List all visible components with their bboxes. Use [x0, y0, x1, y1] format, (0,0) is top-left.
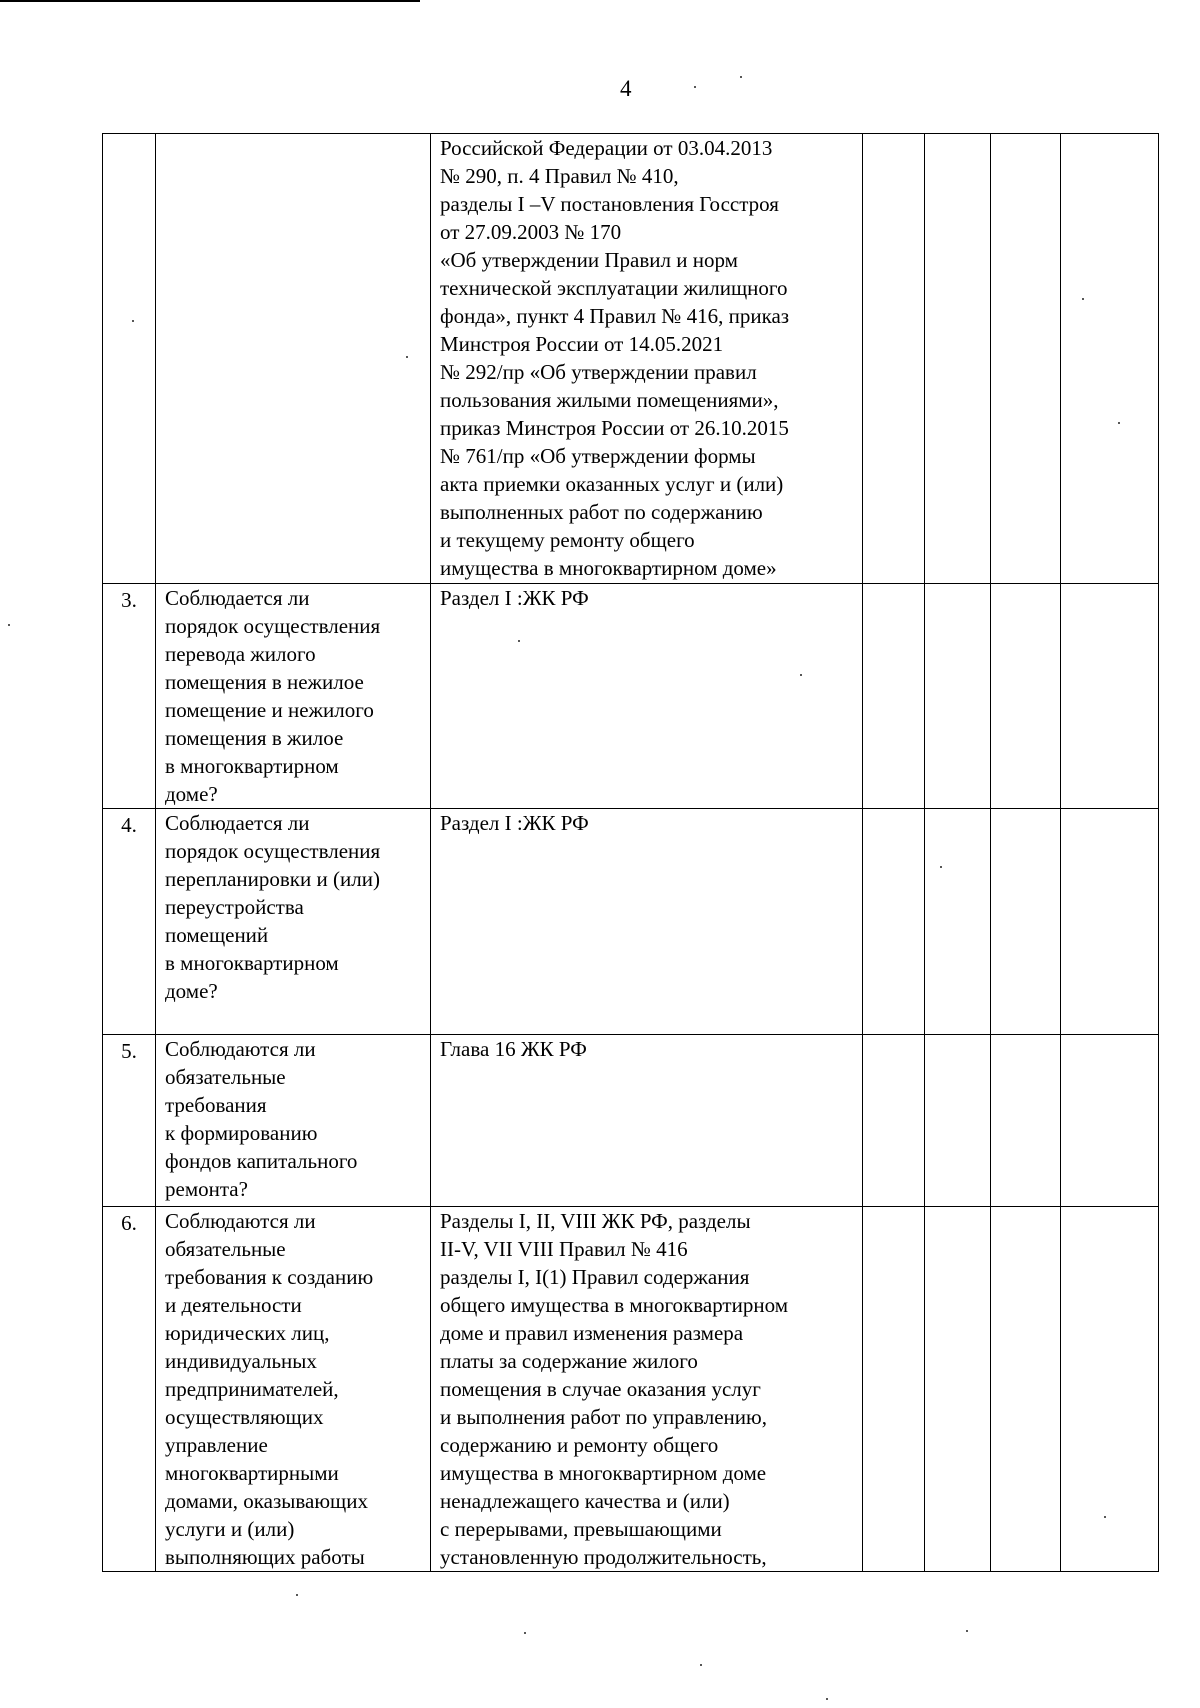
checklist-table: [102, 133, 1159, 1572]
scan-speck: [694, 86, 696, 88]
question-line: доме?: [165, 979, 218, 1003]
basis-line: доме и правил изменения размера: [440, 1321, 744, 1345]
question-line: порядок осуществления: [165, 839, 381, 863]
basis-line: установленную продолжительность,: [440, 1545, 767, 1569]
answer-cell: [863, 584, 925, 809]
question-line: Соблюдается ли: [165, 586, 310, 610]
basis-line: и выполнения работ по управлению,: [440, 1405, 767, 1429]
answer-cell: [863, 134, 925, 584]
answer-cell: [925, 134, 991, 584]
row-number: 4.: [103, 809, 156, 1035]
question-line: переустройства: [165, 895, 304, 919]
question-line: обязательные: [165, 1065, 286, 1089]
question-line: Соблюдается ли: [165, 811, 310, 835]
scan-speck: [966, 1630, 968, 1632]
answer-cell: [925, 809, 991, 1035]
question-line: доме?: [165, 782, 218, 806]
legal-basis: [431, 1207, 863, 1572]
answer-cell: [863, 1035, 925, 1207]
question-line: управление: [165, 1433, 268, 1457]
legal-basis: [431, 584, 863, 809]
question-line: индивидуальных: [165, 1349, 317, 1373]
question-line: перевода жилого: [165, 642, 316, 666]
basis-line: II-V, VII VIII Правил № 416: [440, 1237, 688, 1261]
answer-cell: [925, 1207, 991, 1572]
basis-line: Раздел I :ЖК РФ: [440, 811, 589, 835]
scan-top-line: [0, 0, 420, 2]
question-line: и деятельности: [165, 1293, 302, 1317]
basis-line: Разделы I, II, VIII ЖК РФ, разделы: [440, 1209, 751, 1233]
row-number: 3.: [103, 584, 156, 809]
question-line: Соблюдаются ли: [165, 1209, 316, 1233]
basis-line: и текущему ремонту общего: [440, 528, 695, 552]
question-line: многоквартирными: [165, 1461, 339, 1485]
answer-cell: [991, 809, 1061, 1035]
basis-line: Глава 16 ЖК РФ: [440, 1037, 587, 1061]
requirement-question: [156, 1207, 431, 1572]
row-number: [103, 134, 156, 584]
basis-line: фонда», пункт 4 Правил № 416, приказ: [440, 304, 790, 328]
question-line: порядок осуществления: [165, 614, 381, 638]
basis-line: от 27.09.2003 № 170: [440, 220, 622, 244]
answer-cell: [1061, 809, 1159, 1035]
scan-speck: [8, 624, 10, 626]
basis-line: пользования жилыми помещениями»,: [440, 388, 779, 412]
answer-cell: [1061, 134, 1159, 584]
basis-line: Российской Федерации от 03.04.2013: [440, 136, 773, 160]
question-line: к формированию: [165, 1121, 318, 1145]
scan-speck: [524, 1632, 526, 1634]
basis-line: № 761/пр «Об утверждении формы: [440, 444, 756, 468]
answer-cell: [1061, 1207, 1159, 1572]
answer-cell: [925, 584, 991, 809]
table-row: [103, 1207, 1159, 1572]
question-line: осуществляющих: [165, 1405, 324, 1429]
answer-cell: [1061, 1035, 1159, 1207]
basis-line: разделы I, I(1) Правил содержания: [440, 1265, 750, 1289]
basis-line: имущества в многоквартирном доме: [440, 1461, 767, 1485]
question-line: помещений: [165, 923, 269, 947]
question-line: Соблюдаются ли: [165, 1037, 316, 1061]
basis-line: «Об утверждении Правил и норм: [440, 248, 738, 272]
question-line: юридических лиц,: [165, 1321, 330, 1345]
question-line: выполняющих работы: [165, 1545, 365, 1569]
scan-speck: [826, 1698, 828, 1700]
basis-line: имущества в многоквартирном доме»: [440, 556, 777, 580]
question-line: перепланировки и (или): [165, 867, 380, 891]
answer-cell: [925, 1035, 991, 1207]
question-line: предпринимателей,: [165, 1377, 339, 1401]
row-number: 5.: [103, 1035, 156, 1207]
question-line: домами, оказывающих: [165, 1489, 368, 1513]
question-line: в многоквартирном: [165, 951, 339, 975]
answer-cell: [991, 134, 1061, 584]
legal-basis: [431, 134, 863, 584]
basis-line: № 292/пр «Об утверждении правил: [440, 360, 757, 384]
question-line: требования к созданию: [165, 1265, 374, 1289]
question-line: в многоквартирном: [165, 754, 339, 778]
basis-line: платы за содержание жилого: [440, 1349, 698, 1373]
basis-line: общего имущества в многоквартирном: [440, 1293, 788, 1317]
question-line: помещения в нежилое: [165, 670, 364, 694]
legal-basis: [431, 809, 863, 1035]
question-line: требования: [165, 1093, 267, 1117]
answer-cell: [991, 1035, 1061, 1207]
answer-cell: [991, 584, 1061, 809]
basis-line: выполненных работ по содержанию: [440, 500, 763, 524]
question-line: помещение и нежилого: [165, 698, 374, 722]
question-line: помещения в жилое: [165, 726, 344, 750]
row-number: 6.: [103, 1207, 156, 1572]
basis-line: ненадлежащего качества и (или): [440, 1489, 730, 1513]
answer-cell: [991, 1207, 1061, 1572]
scan-speck: [700, 1664, 702, 1666]
question-line: фондов капитального: [165, 1149, 358, 1173]
page-number: 4: [620, 76, 632, 101]
basis-line: с перерывами, превышающими: [440, 1517, 722, 1541]
answer-cell: [1061, 584, 1159, 809]
basis-line: акта приемки оказанных услуг и (или): [440, 472, 784, 496]
table-row: [103, 134, 1159, 584]
legal-basis: [431, 1035, 863, 1207]
table-row: [103, 809, 1159, 1035]
question-line: обязательные: [165, 1237, 286, 1261]
table-row: [103, 1035, 1159, 1207]
scan-speck: [740, 76, 742, 78]
scan-speck: [296, 1594, 298, 1596]
requirement-question: [156, 584, 431, 809]
basis-line: Раздел I :ЖК РФ: [440, 586, 589, 610]
question-line: ремонта?: [165, 1177, 248, 1201]
answer-cell: [863, 809, 925, 1035]
basis-line: технической эксплуатации жилищного: [440, 276, 788, 300]
answer-cell: [863, 1207, 925, 1572]
requirement-question: [156, 134, 431, 584]
requirement-question: [156, 809, 431, 1035]
requirement-question: [156, 1035, 431, 1207]
basis-line: Минстроя России от 14.05.2021: [440, 332, 724, 356]
basis-line: разделы I –V постановления Госстроя: [440, 192, 779, 216]
basis-line: содержанию и ремонту общего: [440, 1433, 719, 1457]
table-row: [103, 584, 1159, 809]
basis-line: помещения в случае оказания услуг: [440, 1377, 761, 1401]
basis-line: № 290, п. 4 Правил № 410,: [440, 164, 679, 188]
question-line: услуги и (или): [165, 1517, 295, 1541]
basis-line: приказ Минстроя России от 26.10.2015: [440, 416, 789, 440]
